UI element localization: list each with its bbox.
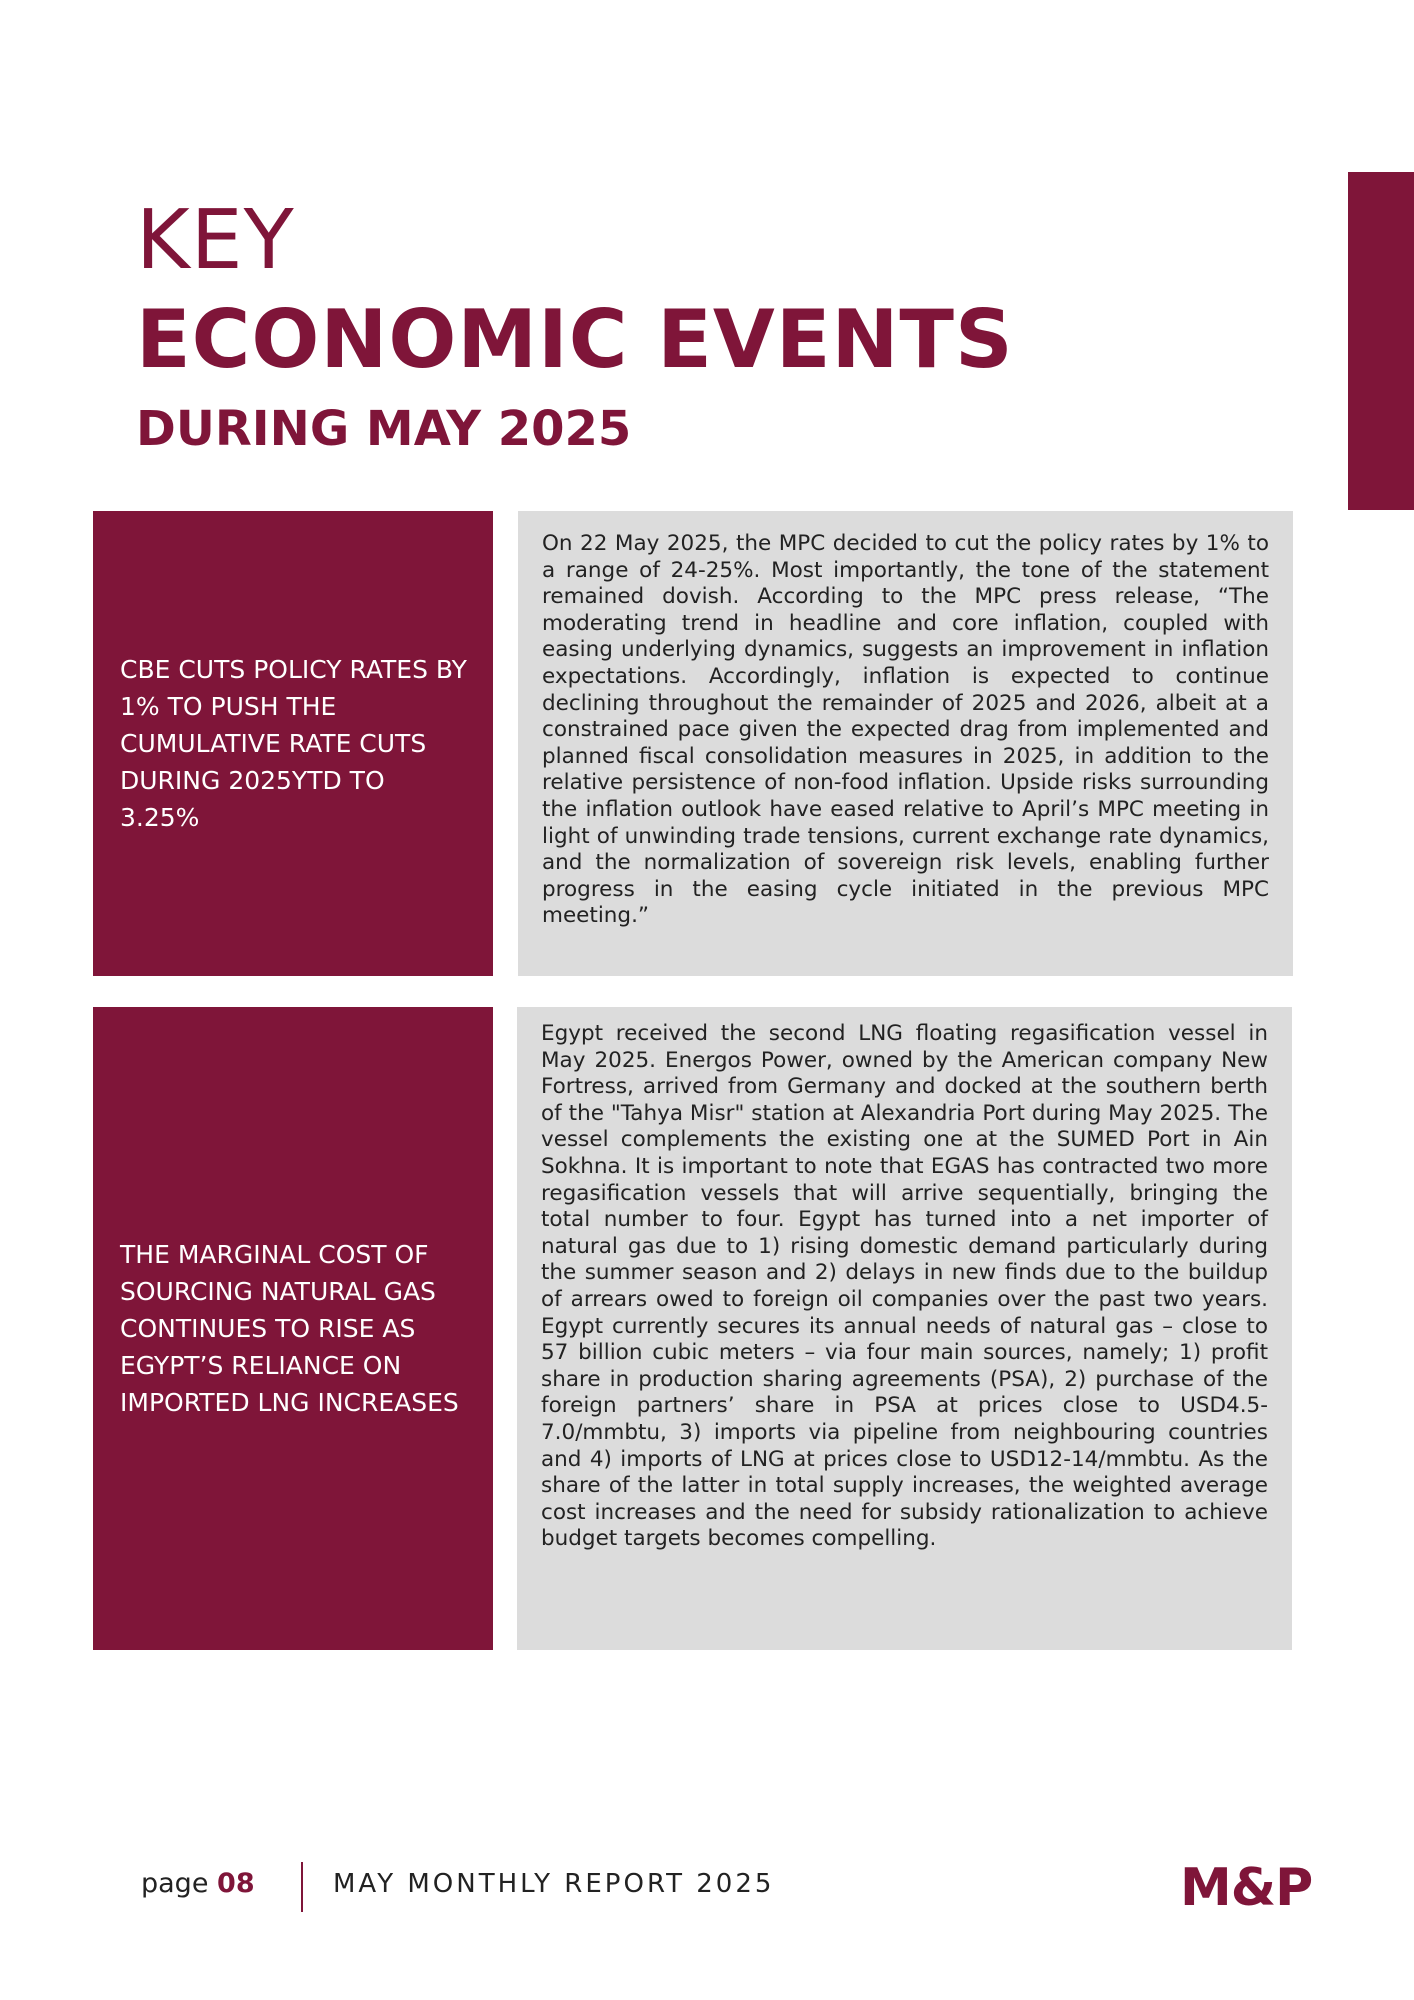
side-accent-tab	[1348, 172, 1414, 510]
footer-page-number	[141, 1866, 255, 1902]
event-natural-gas-cost	[93, 1007, 1293, 1650]
page-title-main: ECONOMIC EVENTS	[136, 293, 1014, 386]
event-body-panel	[518, 511, 1293, 976]
event-cbe-rate-cut	[93, 511, 1293, 976]
page-label: page	[141, 1868, 209, 1899]
event-heading-panel	[93, 511, 493, 976]
event-heading: CBE CUTS POLICY RATES BY 1% TO PUSH THE CUMULATIVE RATE CUTS DURING 2025YTD TO 3.25%	[120, 655, 467, 832]
footer-divider	[301, 1862, 303, 1912]
page-subtitle: DURING MAY 2025	[136, 401, 632, 457]
event-heading-panel	[93, 1007, 493, 1650]
footer-report-title: MAY MONTHLY REPORT 2025	[333, 1869, 775, 1899]
event-body-text: Egypt received the second LNG floating regasification vessel in May 2025. Energos Power, owned by the American company New Fortress, arrived from Germany and docked at the southern berth of the "Tahya Misr" station at Alexandria Port during May 2025. The vessel complements the existing one at the SUMED Port in Ain Sokhna. It is important to note that EGAS has contracted two more regasification vessels that will arrive sequentially, bringing the total number to four. Egypt has turned into a net importer of natural gas due to 1) rising domestic demand particularly during the summer season and 2) delays in new finds due to the buildup of arrears owed to foreign oil companies over the past two years. Egypt currently secures its annual needs of natural gas – close to 57 billion cubic meters – via four main sources, namely; 1) profit share in production sharing agreements (PSA), 2) purchase of the foreign partners’ share in PSA at prices close to USD4.5-7.0/mmbtu, 3) imports via pipeline from neighbouring countries and 4) imports of LNG at prices close to USD12-14/mmbtu. As the share of the latter in total supply increases, the weighted average cost increases and the need for subsidy rationalization to achieve budget targets becomes compelling.	[541, 1021, 1268, 1552]
event-heading: THE MARGINAL COST OF SOURCING NATURAL GAS CONTINUES TO RISE AS EGYPT’S RELIANCE ON IMPORTED LNG INCREASES	[120, 1240, 459, 1417]
page-title-key: KEY	[136, 193, 295, 288]
event-body-text: On 22 May 2025, the MPC decided to cut the policy rates by 1% to a range of 24-25%. Most importantly, the tone of the statement remained dovish. According to the MPC press release, “The moderating trend in headline and core inflation, coupled with easing underlying dynamics, suggests an improvement in inflation expectations. Accordingly, inflation is expected to continue declining throughout the remainder of 2025 and 2026, albeit at a constrained pace given the expected drag from implemented and planned fiscal consolidation measures in 2025, in addition to the relative persistence of non-food inflation. Upside risks surrounding the inflation outlook have eased relative to April’s MPC meeting in light of unwinding trade tensions, current exchange rate dynamics, and the normalization of sovereign risk levels, enabling further progress in the easing cycle initiated in the previous MPC meeting.”	[542, 531, 1269, 929]
event-body-panel	[517, 1007, 1292, 1650]
page-number: 08	[217, 1868, 255, 1899]
brand-logo: M&P	[1180, 1858, 1313, 1918]
